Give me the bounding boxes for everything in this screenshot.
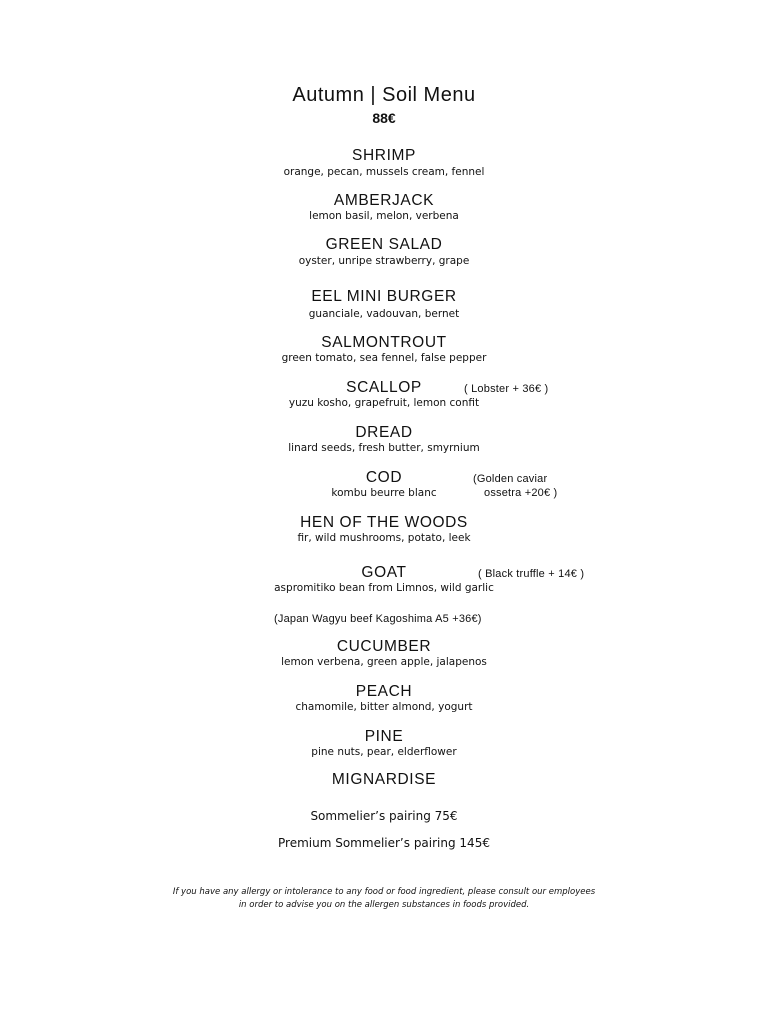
course-name: PEACH	[355, 683, 413, 700]
course-name: AMBERJACK	[333, 192, 435, 209]
course-name: GREEN SALAD	[325, 236, 443, 253]
course-description: pine nuts, pear, elderflower	[311, 746, 457, 758]
sommelier-pairing: Sommelier’s pairing 75€	[310, 809, 458, 823]
course-name: DREAD	[355, 424, 413, 441]
course-name: EEL MINI BURGER	[311, 288, 457, 305]
course-description: lemon verbena, green apple, jalapenos	[281, 656, 487, 668]
course-description: fir, wild mushrooms, potato, leek	[297, 532, 471, 544]
allergy-note-line-1: If you have any allergy or intolerance to any food or food ingredient, please consult our employees	[172, 887, 596, 897]
course-name: CUCUMBER	[336, 638, 432, 655]
course-supplement: ( Lobster + 36€ )	[464, 383, 549, 395]
course-supplement: ossetra +20€ )	[484, 487, 558, 499]
course-description: kombu beurre blanc	[331, 487, 437, 499]
course-name: COD	[365, 469, 403, 486]
course-name: GOAT	[361, 564, 407, 581]
course-name: SALMONTROUT	[321, 334, 447, 351]
course-name: SCALLOP	[346, 379, 422, 396]
course-description: lemon basil, melon, verbena	[309, 210, 459, 222]
course-description: guanciale, vadouvan, bernet	[308, 308, 460, 320]
course-alternative: (Japan Wagyu beef Kagoshima A5 +36€)	[274, 613, 482, 625]
course-name: SHRIMP	[352, 147, 416, 164]
course-name: PINE	[364, 728, 404, 745]
course-name: MIGNARDISE	[331, 771, 437, 788]
course-description: yuzu kosho, grapefruit, lemon confit	[288, 397, 480, 409]
premium-sommelier-pairing: Premium Sommelier’s pairing 145€	[278, 836, 490, 850]
course-description: chamomile, bitter almond, yogurt	[295, 701, 473, 713]
course-supplement: ( Black truffle + 14€ )	[478, 568, 585, 580]
course-description: orange, pecan, mussels cream, fennel	[283, 166, 485, 178]
allergy-note-line-2: in order to advise you on the allergen substances in foods provided.	[238, 900, 530, 910]
course-description: aspromitiko bean from Limnos, wild garlic	[274, 582, 494, 594]
menu-price: 88€	[372, 110, 396, 126]
course-description: linard seeds, fresh butter, smyrnium	[288, 442, 480, 454]
course-description: green tomato, sea fennel, false pepper	[281, 352, 487, 364]
course-name: HEN OF THE WOODS	[300, 514, 468, 531]
course-description: oyster, unripe strawberry, grape	[298, 255, 470, 267]
menu-title: Autumn | Soil Menu	[292, 84, 476, 106]
course-supplement: (Golden caviar	[473, 473, 548, 485]
